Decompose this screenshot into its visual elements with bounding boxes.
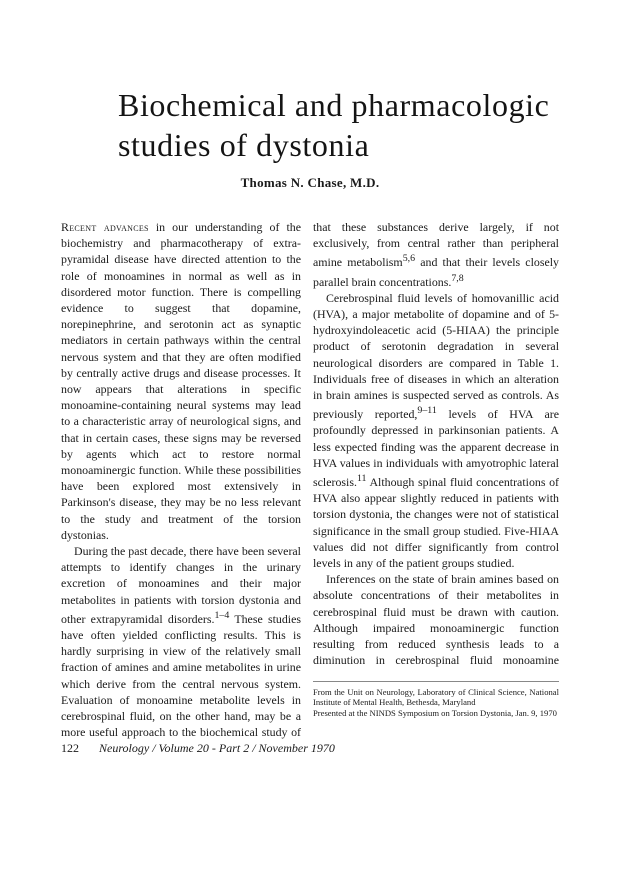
lead-in: Recent advances	[61, 220, 149, 234]
left-column	[61, 219, 301, 739]
citation: 11	[356, 472, 367, 484]
paragraph-3: that these substances derive largely, if not exclusively, from central rather than peripheral amine metabolism$^{5,6}$ and that their levels closely parallel brain concentrations.$^{7,8}$	[313, 220, 559, 289]
right-column	[313, 219, 559, 669]
author-byline: Thomas N. Chase, M.D.	[240, 175, 380, 190]
footnote-presented: Presented at the NINDS Symposium on Torsion Dystonia, Jan. 9, 1970	[313, 707, 557, 718]
citation: 5,6	[402, 253, 416, 265]
footnote-divider	[313, 681, 559, 682]
footnote	[313, 687, 559, 718]
title-line-2: studies of dystonia	[118, 127, 370, 163]
citation: 9–11	[417, 405, 437, 417]
article-title	[118, 85, 549, 165]
footnote-affiliation: From the Unit on Neurology, Laboratory of Clinical Science, National Institute of Mental Health, Bethesda, Maryland	[313, 687, 559, 708]
paragraph-2: During the past decade, there have been several attempts to identify changes in the urinary excretion of monoamines and their major metabolites in patients with torsion dystonia and other extrapyramidal disorders.$^{1-4}$ These studies have often yielded conflicting results. This is hardly surprising in view of the relatively small fraction of amines and amine metabolites in urine which derive from the central nervous system. Evaluation of monoamine metabolite levels in cerebrospinal fluid, on the other hand, may be a more useful approach to the biochemical study of	[61, 544, 301, 739]
paragraph-4: Cerebrospinal fluid levels of homovanillic acid (HVA), a major metabolite of dopamine and of 5-hydroxyindoleacetic acid (5-HIAA) the principle product of serotonin degradation in several neurological disorders are compared in Table 1. Individuals free of diseases in which an alteration in brain amines is suspected served as controls. As previously reported,$^{9-11}$ levels of HVA are profoundly depressed in parkinsonian patients. A less expected finding was the apparent decrease in HVA values in individuals with amyotrophic lateral sclerosis.$^{11}$ Although spinal fluid concentrations of HVA also appear slightly reduced in patients with torsion dystonia, the changes were not of statistical significance in the small group studied. Five-HIAA values did not differ significantly from control levels in any of the patient groups studied.	[313, 290, 559, 570]
paragraph-1	[61, 219, 301, 543]
page-footer	[61, 741, 481, 756]
page-number: 122	[61, 741, 79, 755]
journal-citation: Neurology / Volume 20 - Part 2 / November 1970	[99, 741, 335, 755]
citation: 7,8	[451, 272, 464, 284]
citation: 1–4	[214, 609, 230, 621]
paragraph-1-text: in our understanding of the biochemistry and pharmacotherapy of extrapyramidal disease have directed attention to the role of monoamines in normal as well as in disordered motor function. There is compelling evidence to suggest that dopamine, norepinephrine, and serotonin act as synaptic mediators in certain pathways within the central nervous system and that they are often modified by centrally active drugs and disease processes. It now appears that alterations in specific monoamine-containing neural systems may lead to a characteristic array of neurological signs, and that in certain cases, these signs may be reversed by agents which act to restore normal monoaminergic function. While these possibilities have been explored most extensively in Parkinson's disease, they may be no less relevant to the study and treatment of the torsion dystonias.	[61, 220, 301, 542]
paragraph-5: Inferences on the state of brain amines based on absolute concentrations of their metabolites in cerebrospinal fluid must be drawn with caution. Although impaired monoaminergic function resulting from reduced synthesis leads to a diminution in cerebrospinal fluid monoamine	[313, 572, 559, 668]
title-line-1: Biochemical and pharmacologic	[118, 87, 550, 123]
